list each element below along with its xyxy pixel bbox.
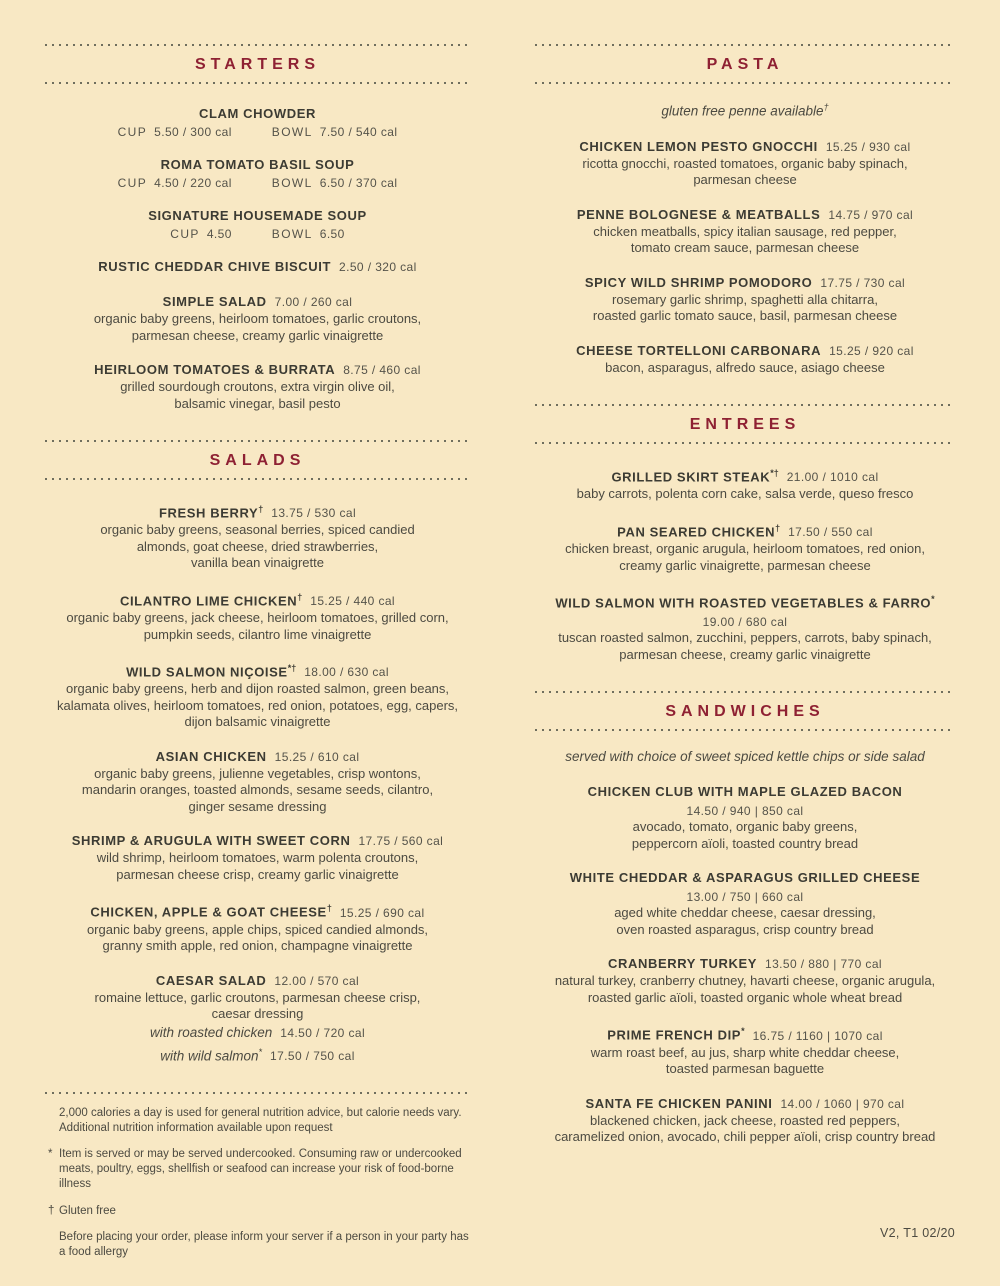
menu-item [45,501,470,572]
item-desc-line: chicken meatballs, spicy italian sausage, red pepper, [593,223,897,239]
item-name-line [535,1023,955,1044]
menu-column-right [535,0,955,1163]
menu-section-salads [45,440,470,1065]
item-name: CAESAR SALAD [155,972,267,988]
item-desc-line: balsamic vinegar, basil pesto [174,395,341,411]
item-name-line [535,783,955,800]
item-name: CHICKEN, APPLE & GOAT CHEESE [90,904,327,920]
item-desc-line: organic baby greens, heirloom tomatoes, garlic croutons, [93,311,422,326]
item-name: CHICKEN CLUB WITH MAPLE GLAZED BACON [587,784,903,800]
item-name: SIMPLE SALAD [162,294,267,309]
item-desc-line: mandarin oranges, toasted almonds, sesame seeds, cilantro, [81,782,434,798]
item-variant [45,1024,470,1042]
item-name-line [535,274,955,292]
item-price: 15.25 / 440 cal [310,594,395,609]
item-name: PRIME FRENCH DIP [607,1027,742,1043]
gluten-free-mark: † [823,102,829,112]
variant-label: with roasted chicken [149,1024,273,1040]
item-name-line [535,465,955,486]
item-desc-line: parmesan cheese, creamy garlic vinaigrette [131,327,384,343]
menu-item [45,293,470,344]
dotted-divider [535,691,955,693]
item-marks: † [258,504,264,514]
size-label: BOWL [271,227,313,241]
menu-item [45,832,470,883]
menu-item [535,274,955,325]
section-header [535,404,955,444]
section-title: STARTERS [194,56,321,73]
item-price: 13.75 / 530 cal [271,506,357,521]
menu-item [535,138,955,189]
item-desc-line: natural turkey, cranberry chutney, havarti cheese, organic arugula, [554,973,936,989]
footnote [45,1230,470,1260]
section-note [535,749,955,764]
version-label: V2, T1 02/20 [880,1226,955,1240]
item-name-line [535,591,955,611]
footnote-text: Before placing your order, please inform your server if a person in your party has a food allergy [59,1231,469,1259]
item-price: 12.00 / 570 cal [274,973,360,988]
item-name: PAN SEARED CHICKEN [617,524,776,540]
variant-price: 14.50 / 720 cal [280,1025,366,1040]
item-name-line [45,105,470,122]
item-desc-line: granny smith apple, red onion, champagne vinaigrette [102,938,413,954]
item-name: ASIAN CHICKEN [155,748,267,764]
item-desc-line: ricotta gnocchi, roasted tomatoes, organic baby spinach, [582,155,908,171]
section-note-text: gluten free penne available [661,103,824,119]
section-header [535,691,955,731]
item-name-line [45,832,470,850]
size-price [118,176,232,190]
dotted-divider [45,44,470,46]
item-price: 17.75 / 730 cal [820,275,906,290]
item-marks: * [741,1026,745,1037]
footnote [45,1106,470,1136]
item-name: GRILLED SKIRT STEAK [611,469,771,485]
footnote-mark: * [48,1148,53,1161]
item-desc-line: baby carrots, polenta corn cake, salsa verde, queso fresco [576,486,914,502]
item-name-line [45,589,470,610]
size-label: CUP [170,227,200,241]
menu-item [45,660,470,731]
item-size-prices [45,176,470,190]
item-name-line [45,972,470,990]
item-desc-line: blackened chicken, jack cheese, roasted red peppers, [589,1112,901,1128]
section-header [45,440,470,480]
item-desc-line: chicken breast, organic arugula, heirloom tomatoes, red onion, [565,541,925,557]
item-desc-line: romaine lettuce, garlic croutons, parmesan cheese crisp, [94,989,421,1005]
size-value: 6.50 / 370 cal [319,176,398,190]
footnote-mark: † [48,1204,55,1217]
item-desc-line: caramelized onion, avocado, chili pepper aïoli, crisp country bread [554,1129,936,1145]
item-desc-line: organic baby greens, jack cheese, heirloom tomatoes, grilled corn, [66,610,449,626]
size-price [272,176,398,190]
menu-item [535,1023,955,1077]
footnote [45,1147,470,1192]
menu-item [45,972,470,1066]
size-label: BOWL [271,176,313,190]
footnotes-block [45,1092,470,1260]
menu-item [535,342,955,377]
item-desc-line: parmesan cheese, creamy garlic vinaigrette [619,646,871,662]
item-price: 15.25 / 920 cal [829,343,914,358]
item-name-line [45,207,470,224]
item-marks: † [297,591,303,602]
item-price: 19.00 / 680 cal [702,615,788,630]
item-desc-line: oven roasted asparagus, crisp country bread [616,921,874,937]
item-desc-line: organic baby greens, seasonal berries, spiced candied [100,522,415,538]
item-size-prices [45,227,470,241]
section-title: SALADS [209,452,306,469]
item-desc-line: tomato cream sauce, parmesan cheese [630,240,860,255]
item-desc-line: grilled sourdough croutons, extra virgin olive oil, [120,379,395,394]
item-name: CHICKEN LEMON PESTO GNOCCHI [579,138,818,154]
item-marks: † [326,903,332,914]
item-name: ROMA TOMATO BASIL SOUP [160,157,355,172]
section-title: PASTA [706,56,784,73]
item-size-prices [45,125,470,139]
dotted-divider [45,1092,470,1094]
menu-item [535,1095,955,1146]
section-title: SANDWICHES [665,703,825,721]
menu-section-entrees [535,404,955,663]
item-price: 15.25 / 690 cal [339,905,425,920]
section-note [535,102,955,119]
menu-item [45,105,470,139]
item-price: 13.50 / 880 | 770 cal [765,957,882,972]
footnote-text: 2,000 calories a day is used for general nutrition advice, but calorie needs vary. Additional nutrition information available upon request [59,1106,462,1134]
size-label: BOWL [271,125,313,139]
footnotes-list [45,1106,470,1261]
menu-item [535,520,955,574]
item-price: 15.25 / 610 cal [274,749,360,764]
variant-marks: * [258,1046,263,1057]
item-name-line [535,869,955,886]
size-price [272,125,398,139]
item-name: HEIRLOOM TOMATOES & BURRATA [94,362,336,377]
size-value: 4.50 [206,227,232,241]
menu-item [535,869,955,938]
size-value: 4.50 / 220 cal [154,176,232,190]
item-marks: * [931,594,935,605]
item-marks: † [775,522,781,533]
item-price: 13.00 / 750 | 660 cal [686,890,804,905]
size-price [170,227,232,241]
item-desc-line: roasted garlic tomato sauce, basil, parmesan cheese [592,308,898,323]
item-price: 14.00 / 1060 | 970 cal [780,1096,905,1111]
item-desc-line: organic baby greens, julienne vegetables, crisp wontons, [94,765,421,781]
menu-item [535,465,955,503]
item-name-line [535,520,955,541]
dotted-divider [535,442,955,444]
menu-item [45,900,470,954]
item-name: CHEESE TORTELLONI CARBONARA [576,342,822,358]
item-name: RUSTIC CHEDDAR CHIVE BISCUIT [98,259,332,274]
item-name-line [535,206,955,224]
item-marks: *† [770,468,779,478]
footnote-text: Item is served or may be served undercooked. Consuming raw or undercooked meats, poultry, eggs, shellfish or seafood can increase your risk of food-borne illness [59,1148,462,1191]
menu-item [535,591,955,663]
item-desc-line: pumpkin seeds, cilantro lime vinaigrette [143,626,372,642]
menu-item [45,156,470,190]
item-desc-line: almonds, goat cheese, dried strawberries, [136,538,379,554]
item-desc-line: rosemary garlic shrimp, spaghetti alla chitarra, [612,291,878,307]
item-name-line [45,660,470,681]
dotted-divider [535,404,955,406]
item-name: WILD SALMON NIÇOISE [126,664,288,680]
item-name-line [45,258,470,276]
item-name: SHRIMP & ARUGULA WITH SWEET CORN [71,833,351,849]
size-value: 5.50 / 300 cal [154,125,232,139]
item-marks: *† [287,663,297,674]
item-desc-line: tuscan roasted salmon, zucchini, peppers, carrots, baby spinach, [558,630,932,646]
item-name-line [45,293,470,311]
item-name-line [535,1095,955,1113]
item-price: 15.25 / 930 cal [825,139,911,154]
variant-label: with wild salmon [160,1048,259,1064]
dotted-divider [45,440,470,442]
menu-section-sandwiches [535,691,955,1145]
dotted-divider [535,44,955,46]
dotted-divider [535,729,955,731]
section-title: ENTREES [689,416,801,433]
item-desc-line: peppercorn aïoli, toasted country bread [631,835,859,851]
menu-item [45,748,470,816]
menu-item [45,207,470,241]
section-note-text: served with choice of sweet spiced kettle chips or side salad [565,749,925,765]
item-desc-line: bacon, asparagus, alfredo sauce, asiago cheese [605,359,885,375]
dotted-divider [45,478,470,480]
item-desc-line: ginger sesame dressing [188,798,327,814]
item-price: 17.50 / 550 cal [788,525,873,540]
item-name: SIGNATURE HOUSEMADE SOUP [148,208,367,223]
item-name-line [535,955,955,973]
item-desc-line: caesar dressing [211,1006,304,1022]
size-price [272,227,345,241]
menu-section-pasta [535,44,955,376]
item-desc-line: parmesan cheese [693,172,797,187]
item-name-line [535,342,955,360]
size-label: CUP [117,125,148,139]
size-label: CUP [117,176,148,190]
item-desc-line: parmesan cheese crisp, creamy garlic vinaigrette [116,866,399,882]
menu-item [535,783,955,852]
item-name-line [45,501,470,522]
item-name-line [45,748,470,766]
item-desc-line: kalamata olives, heirloom tomatoes, red onion, potatoes, egg, capers, [56,697,459,713]
item-name: WHITE CHEDDAR & ASPARAGUS GRILLED CHEESE [569,870,921,886]
item-desc-line: organic baby greens, apple chips, spiced candied almonds, [86,921,429,937]
item-desc-line: toasted parmesan baguette [665,1061,825,1077]
item-desc-line: wild shrimp, heirloom tomatoes, warm polenta croutons, [96,850,419,866]
size-price [118,125,232,139]
section-header [45,44,470,84]
item-desc-line: vanilla bean vinaigrette [191,555,324,571]
item-variant [45,1043,470,1066]
item-price: 7.00 / 260 cal [274,295,353,309]
size-value: 7.50 / 540 cal [319,125,398,139]
dotted-divider [45,82,470,84]
item-name: PENNE BOLOGNESE & MEATBALLS [576,206,821,222]
item-name: WILD SALMON WITH ROASTED VEGETABLES & FARRO [555,595,932,611]
item-name: FRESH BERRY [158,505,259,521]
variant-price: 17.50 / 750 cal [270,1049,355,1064]
item-name: CILANTRO LIME CHICKEN [119,593,298,609]
item-name: CRANBERRY TURKEY [608,956,758,972]
item-price: 8.75 / 460 cal [343,363,421,377]
item-price: 18.00 / 630 cal [304,665,389,680]
section-header [535,44,955,84]
item-name: SANTA FE CHICKEN PANINI [585,1095,773,1111]
item-price: 14.50 / 940 | 850 cal [686,804,804,819]
menu-column-left [45,0,470,1270]
menu-item [45,589,470,643]
item-desc-line: avocado, tomato, organic baby greens, [632,819,858,835]
item-price: 14.75 / 970 cal [828,207,914,222]
item-price: 16.75 / 1160 | 1070 cal [752,1028,883,1043]
menu-item [535,206,955,257]
item-name: SPICY WILD SHRIMP POMODORO [584,274,813,290]
item-price: 17.75 / 560 cal [358,834,444,849]
item-price: 21.00 / 1010 cal [786,470,879,485]
footnote-text: Gluten free [59,1204,116,1217]
item-name-line [45,361,470,379]
menu-section-starters [45,44,470,412]
item-price: 2.50 / 320 cal [339,260,417,274]
menu-item [45,361,470,412]
footnote [45,1204,470,1219]
size-value: 6.50 [319,227,345,241]
item-desc-line: roasted garlic aïoli, toasted organic whole wheat bread [587,989,903,1005]
dotted-divider [535,82,955,84]
item-name-line [45,900,470,921]
menu-item [45,258,470,276]
item-name-line [45,156,470,173]
item-desc-line: warm roast beef, au jus, sharp white cheddar cheese, [590,1044,900,1060]
item-desc-line: organic baby greens, herb and dijon roasted salmon, green beans, [65,681,450,697]
item-name-line [535,138,955,156]
item-desc-line: creamy garlic vinaigrette, parmesan cheese [619,557,871,573]
item-desc-line: aged white cheddar cheese, caesar dressing, [614,905,876,921]
menu-item [535,955,955,1006]
item-name: CLAM CHOWDER [199,106,316,121]
item-desc-line: dijon balsamic vinaigrette [184,714,331,730]
